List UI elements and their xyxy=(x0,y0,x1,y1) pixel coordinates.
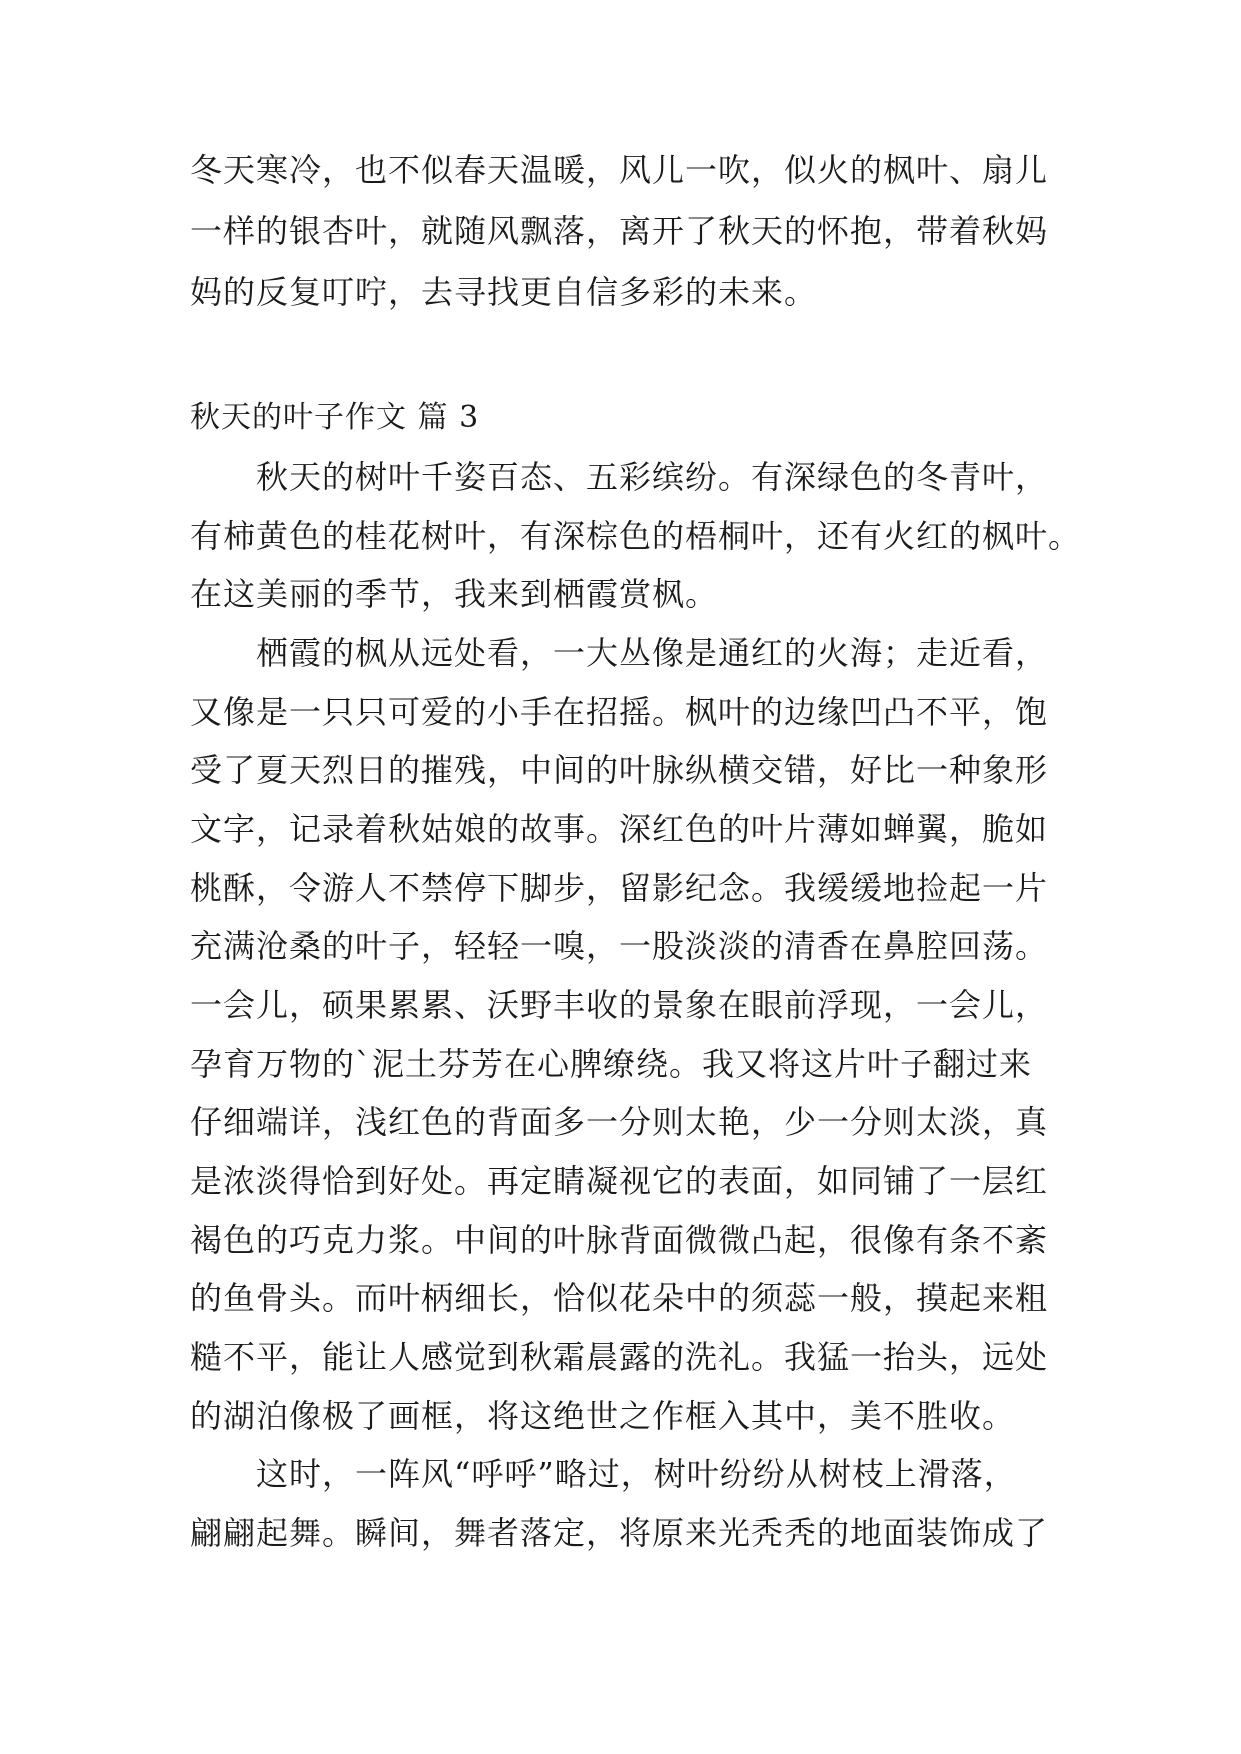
text-line: 妈的反复叮咛，去寻找更自信多彩的未来。 xyxy=(190,273,818,311)
text-line: 桃酥，令游人不禁停下脚步，留影纪念。我缓缓地捡起一片 xyxy=(190,869,1049,907)
text-line: 的鱼骨头。而叶柄细长，恰似花朵中的须蕊一般，摸起来粗 xyxy=(190,1279,1049,1317)
text-line: 充满沧桑的叶子，轻轻一嗅，一股淡淡的清香在鼻腔回荡。 xyxy=(190,927,1049,965)
text-line: 文字，记录着秋姑娘的故事。深红色的叶片薄如蝉翼，脆如 xyxy=(190,810,1049,848)
text-line: 又像是一只只可爱的小手在招摇。枫叶的边缘凹凸不平，饱 xyxy=(190,693,1049,731)
text-line: 孕育万物的`泥土芬芳在心脾缭绕。我又将这片叶子翻过来 xyxy=(190,1045,1033,1083)
text-line: 冬天寒冷，也不似春天温暖，风儿一吹，似火的枫叶、扇儿 xyxy=(190,151,1049,189)
text-line: 在这美丽的季节，我来到栖霞赏枫。 xyxy=(190,575,719,613)
text-line: 的湖泊像极了画框，将这绝世之作框入其中，美不胜收。 xyxy=(190,1397,1016,1435)
text-line: 这时，一阵风“呼呼”略过，树叶纷纷从树枝上滑落， xyxy=(190,1455,1017,1493)
text-line: 一会儿，硕果累累、沃野丰收的景象在眼前浮现，一会儿， xyxy=(190,986,1049,1024)
text-line: 栖霞的枫从远处看，一大丛像是通红的火海；走近看， xyxy=(190,634,1049,672)
text-line: 受了夏天烈日的摧残，中间的叶脉纵横交错，好比一种象形 xyxy=(190,751,1049,789)
text-line: 糙不平，能让人感觉到秋霜晨露的洗礼。我猛一抬头，远处 xyxy=(190,1338,1049,1376)
text-line: 秋天的树叶千姿百态、五彩缤纷。有深绿色的冬青叶， xyxy=(190,458,1049,496)
text-line: 仔细端详，浅红色的背面多一分则太艳，少一分则太淡，真 xyxy=(190,1103,1049,1141)
text-line: 一样的银杏叶，就随风飘落，离开了秋天的怀抱，带着秋妈 xyxy=(190,212,1049,250)
text-line: 是浓淡得恰到好处。再定睛凝视它的表面，如同铺了一层红 xyxy=(190,1162,1049,1200)
section-heading: 秋天的叶子作文 篇 3 xyxy=(190,400,480,435)
text-line: 褐色的巧克力浆。中间的叶脉背面微微凸起，很像有条不紊 xyxy=(190,1221,1049,1259)
text-line: 有柿黄色的桂花树叶，有深棕色的梧桐叶，还有火红的枫叶。 xyxy=(190,517,1082,555)
text-line: 翩翩起舞。瞬间，舞者落定，将原来光秃秃的地面装饰成了 xyxy=(190,1514,1049,1552)
